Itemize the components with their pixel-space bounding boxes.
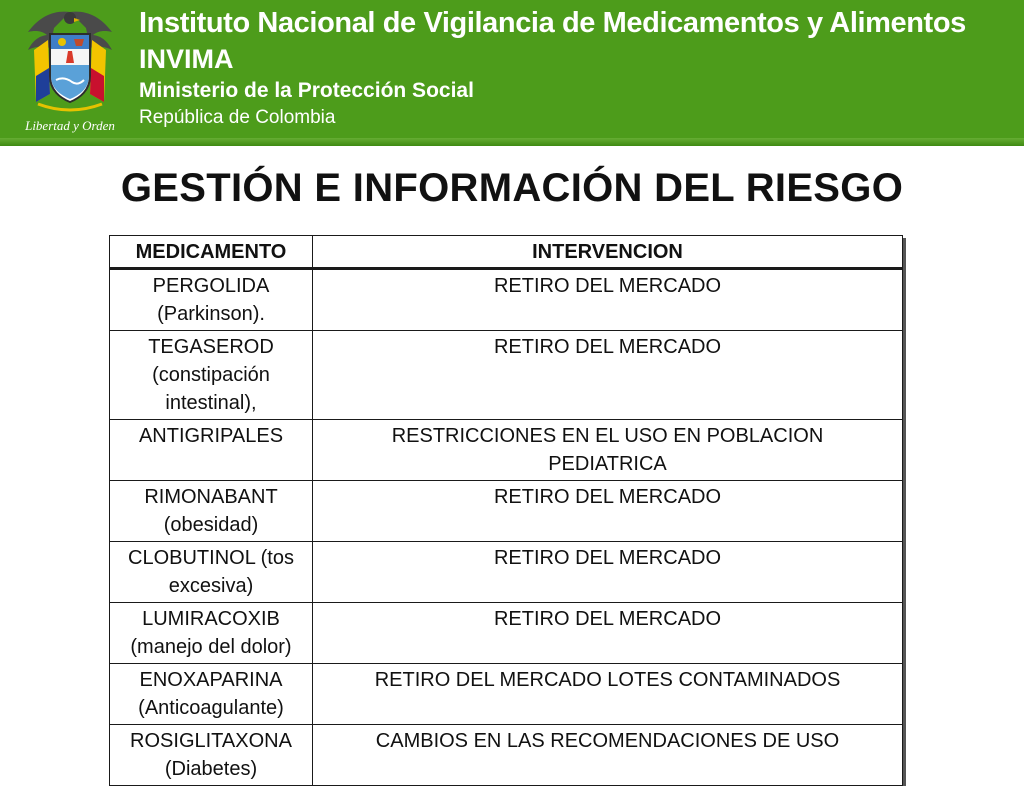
header-banner <box>0 0 1024 146</box>
coat-of-arms-icon <box>14 6 126 140</box>
intervention-cell: RETIRO DEL MERCADO LOTES CONTAMINADOS <box>313 664 903 725</box>
table-row <box>110 725 903 786</box>
logo-motto: Libertad y Orden <box>25 118 115 133</box>
medication-cell: ROSIGLITAXONA (Diabetes) <box>110 725 313 786</box>
medication-cell: CLOBUTINOL (tos excesiva) <box>110 542 313 603</box>
medication-cell: ANTIGRIPALES <box>110 420 313 481</box>
table-row <box>110 420 903 481</box>
institute-name: Instituto Nacional de Vigilancia de Medicamentos y Alimentos <box>139 7 966 39</box>
medication-cell: TEGASEROD (constipación intestinal), <box>110 331 313 420</box>
table-row <box>110 542 903 603</box>
country-name: República de Colombia <box>139 107 336 128</box>
table-row <box>110 603 903 664</box>
medication-cell: LUMIRACOXIB (manejo del dolor) <box>110 603 313 664</box>
table-row <box>110 331 903 420</box>
medication-cell: RIMONABANT (obesidad) <box>110 481 313 542</box>
column-header-intervencion: INTERVENCION <box>313 236 903 269</box>
medication-cell: PERGOLIDA (Parkinson). <box>110 269 313 331</box>
intervention-cell: RETIRO DEL MERCADO <box>313 603 903 664</box>
intervention-cell: RETIRO DEL MERCADO <box>313 331 903 420</box>
risk-table <box>109 235 903 786</box>
intervention-cell: RETIRO DEL MERCADO <box>313 542 903 603</box>
intervention-cell: RESTRICCIONES EN EL USO EN POBLACION PEDIATRICA <box>313 420 903 481</box>
table-row <box>110 481 903 542</box>
column-header-medicamento: MEDICAMENTO <box>110 236 313 269</box>
table-header-row <box>110 236 903 269</box>
table-row <box>110 664 903 725</box>
medication-cell: ENOXAPARINA (Anticoagulante) <box>110 664 313 725</box>
ministry-name: Ministerio de la Protección Social <box>139 79 474 102</box>
intervention-cell: RETIRO DEL MERCADO <box>313 481 903 542</box>
intervention-cell: RETIRO DEL MERCADO <box>313 269 903 331</box>
intervention-cell: CAMBIOS EN LAS RECOMENDACIONES DE USO <box>313 725 903 786</box>
table-row <box>110 269 903 331</box>
page-title: GESTIÓN E INFORMACIÓN DEL RIESGO <box>120 166 904 210</box>
institute-acronym: INVIMA <box>139 44 234 74</box>
